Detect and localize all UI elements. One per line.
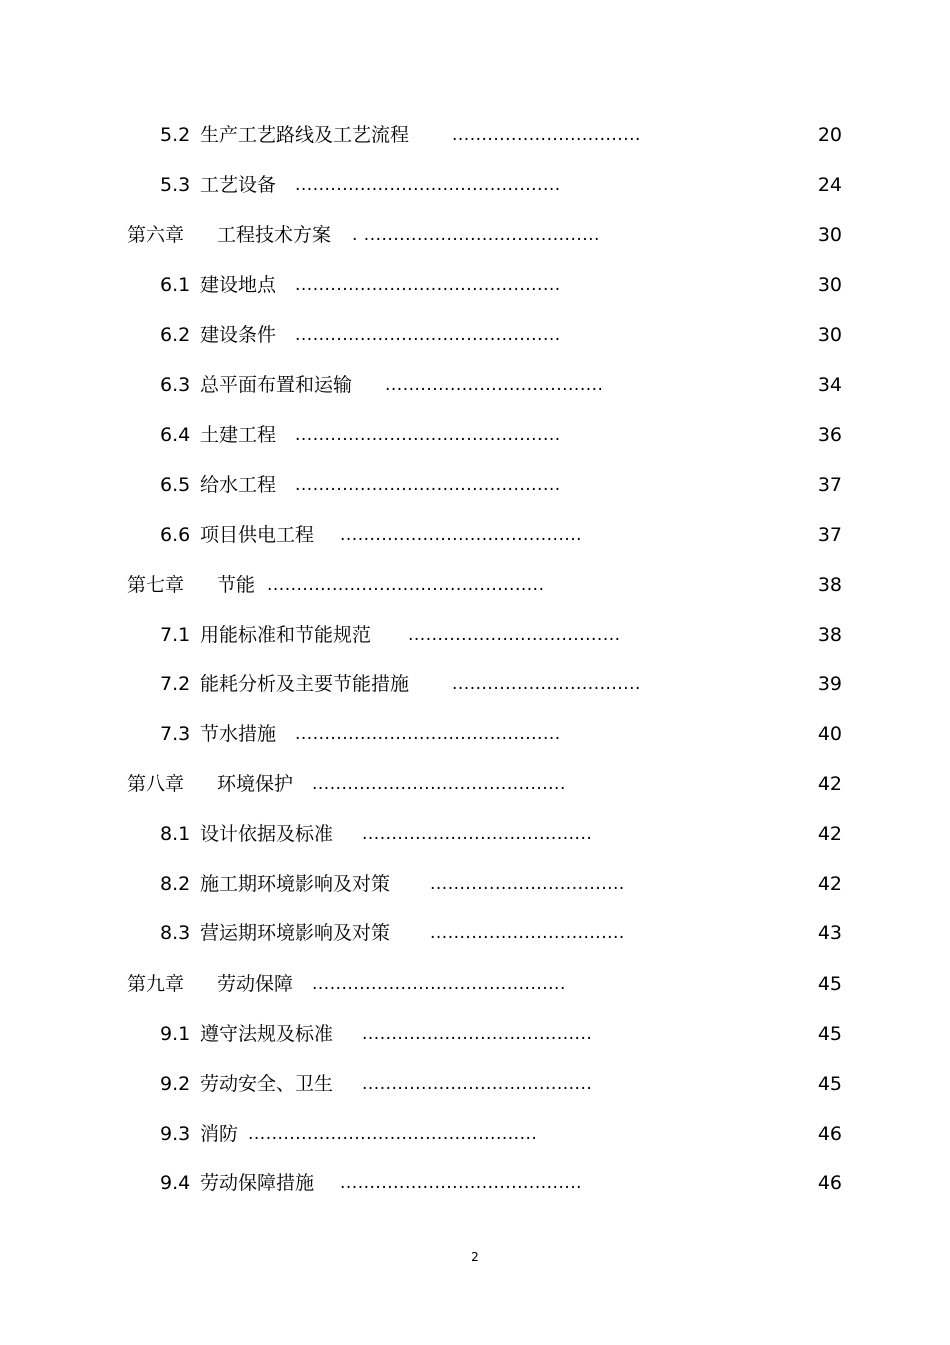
dot-leader: ................................ <box>452 125 641 145</box>
section-number: 9.3 <box>160 1123 191 1145</box>
section-number: 5.2 <box>160 124 191 146</box>
dot-leader: ............................................. <box>295 475 561 495</box>
page-footer-number: 2 <box>471 1250 479 1264</box>
toc-entry[interactable] <box>0 908 950 958</box>
dot-leader: ..................................... <box>385 375 604 395</box>
toc-entry[interactable] <box>0 160 950 210</box>
page-number: 38 <box>817 624 842 646</box>
page-number: 43 <box>817 922 842 944</box>
dot-leader: ......................................... <box>340 525 583 545</box>
section-number: 6.5 <box>160 474 191 496</box>
page-number: 36 <box>817 424 842 446</box>
toc-entry[interactable] <box>0 1158 950 1208</box>
dot-leader: ................................. <box>430 874 625 894</box>
section-title: 建设地点 <box>200 274 277 296</box>
chapter-title: 工程技术方案 <box>217 224 332 246</box>
page-number: 30 <box>817 274 842 296</box>
page-number: 39 <box>817 673 842 695</box>
section-number: 6.2 <box>160 324 191 346</box>
page-number: 40 <box>817 723 842 745</box>
page-number: 46 <box>817 1123 842 1145</box>
section-number: 6.6 <box>160 524 191 546</box>
toc-entry[interactable] <box>0 709 950 759</box>
section-title: 施工期环境影响及对策 <box>200 873 391 895</box>
toc-entry[interactable] <box>0 610 950 660</box>
dot-leader: ............................................. <box>295 425 561 445</box>
dot-leader: ......................................... <box>340 1173 583 1193</box>
section-number: 6.3 <box>160 374 191 396</box>
page-number: 38 <box>817 574 842 596</box>
dot-leader: ................................. <box>430 923 625 943</box>
chapter-title: 环境保护 <box>217 773 294 795</box>
dot-leader: ............................................... <box>267 575 545 595</box>
toc-chapter-entry[interactable] <box>0 210 950 260</box>
dot-leader: .................................... <box>408 625 621 645</box>
section-number: 9.1 <box>160 1023 191 1045</box>
page-number: 24 <box>817 174 842 196</box>
section-title: 给水工程 <box>200 474 277 496</box>
dot-leader: ....................................... <box>362 824 593 844</box>
section-number: 7.3 <box>160 723 191 745</box>
page-number: 42 <box>817 773 842 795</box>
section-number: 8.2 <box>160 873 191 895</box>
section-title: 消防 <box>200 1123 239 1145</box>
section-title: 营运期环境影响及对策 <box>200 922 391 944</box>
section-number: 6.1 <box>160 274 191 296</box>
section-number: 7.1 <box>160 624 191 646</box>
section-title: 土建工程 <box>200 424 277 446</box>
toc-entry[interactable] <box>0 110 950 160</box>
section-title: 项目供电工程 <box>200 524 315 546</box>
toc-entry[interactable] <box>0 310 950 360</box>
section-title: 劳动保障措施 <box>200 1172 315 1194</box>
section-title: 建设条件 <box>200 324 277 346</box>
section-title: 节水措施 <box>200 723 277 745</box>
toc-entry[interactable] <box>0 1059 950 1109</box>
toc-entry[interactable] <box>0 410 950 460</box>
section-title: 遵守法规及标准 <box>200 1023 334 1045</box>
section-title: 总平面布置和运输 <box>200 374 353 396</box>
page-number: 20 <box>817 124 842 146</box>
chapter-label: 第七章 <box>127 574 185 596</box>
section-title: 生产工艺路线及工艺流程 <box>200 124 410 146</box>
dot-leader: ............................................. <box>295 275 561 295</box>
toc-entry[interactable] <box>0 460 950 510</box>
dot-leader: . ........................................ <box>352 225 600 245</box>
toc-entry[interactable] <box>0 260 950 310</box>
section-number: 5.3 <box>160 174 191 196</box>
dot-leader: ....................................... <box>362 1074 593 1094</box>
chapter-title: 劳动保障 <box>217 973 294 995</box>
section-title: 设计依据及标准 <box>200 823 334 845</box>
chapter-label: 第九章 <box>127 973 185 995</box>
section-number: 9.4 <box>160 1172 191 1194</box>
page-number: 30 <box>817 324 842 346</box>
dot-leader: ....................................... <box>362 1024 593 1044</box>
page-number: 42 <box>817 873 842 895</box>
toc-chapter-entry[interactable] <box>0 560 950 610</box>
chapter-label: 第八章 <box>127 773 185 795</box>
section-number: 7.2 <box>160 673 191 695</box>
section-number: 6.4 <box>160 424 191 446</box>
page-number: 45 <box>817 1023 842 1045</box>
dot-leader: ................................................. <box>248 1124 538 1144</box>
page-number: 37 <box>817 474 842 496</box>
chapter-label: 第六章 <box>127 224 185 246</box>
toc-entry[interactable] <box>0 1109 950 1159</box>
section-number: 8.3 <box>160 922 191 944</box>
section-title: 劳动安全、卫生 <box>200 1073 334 1095</box>
page-number: 37 <box>817 524 842 546</box>
page-number: 30 <box>817 224 842 246</box>
page-number: 45 <box>817 1073 842 1095</box>
section-title: 用能标准和节能规范 <box>200 624 372 646</box>
toc-chapter-entry[interactable] <box>0 759 950 809</box>
toc-chapter-entry[interactable] <box>0 959 950 1009</box>
dot-leader: ............................................. <box>295 325 561 345</box>
dot-leader: ................................ <box>452 674 641 694</box>
page-number: 45 <box>817 973 842 995</box>
page-number: 34 <box>817 374 842 396</box>
dot-leader: ........................................... <box>312 974 566 994</box>
toc-entry[interactable] <box>0 510 950 560</box>
section-title: 能耗分析及主要节能措施 <box>200 673 410 695</box>
toc-entry[interactable] <box>0 1009 950 1059</box>
toc-entry[interactable] <box>0 360 950 410</box>
chapter-title: 节能 <box>217 574 256 596</box>
toc-entry[interactable] <box>0 809 950 859</box>
toc-entry[interactable] <box>0 659 950 709</box>
page-number: 42 <box>817 823 842 845</box>
toc-entry[interactable] <box>0 859 950 909</box>
dot-leader: ............................................. <box>295 724 561 744</box>
section-title: 工艺设备 <box>200 174 277 196</box>
section-number: 9.2 <box>160 1073 191 1095</box>
dot-leader: ........................................... <box>312 774 566 794</box>
dot-leader: ............................................. <box>295 175 561 195</box>
page-number: 46 <box>817 1172 842 1194</box>
section-number: 8.1 <box>160 823 191 845</box>
